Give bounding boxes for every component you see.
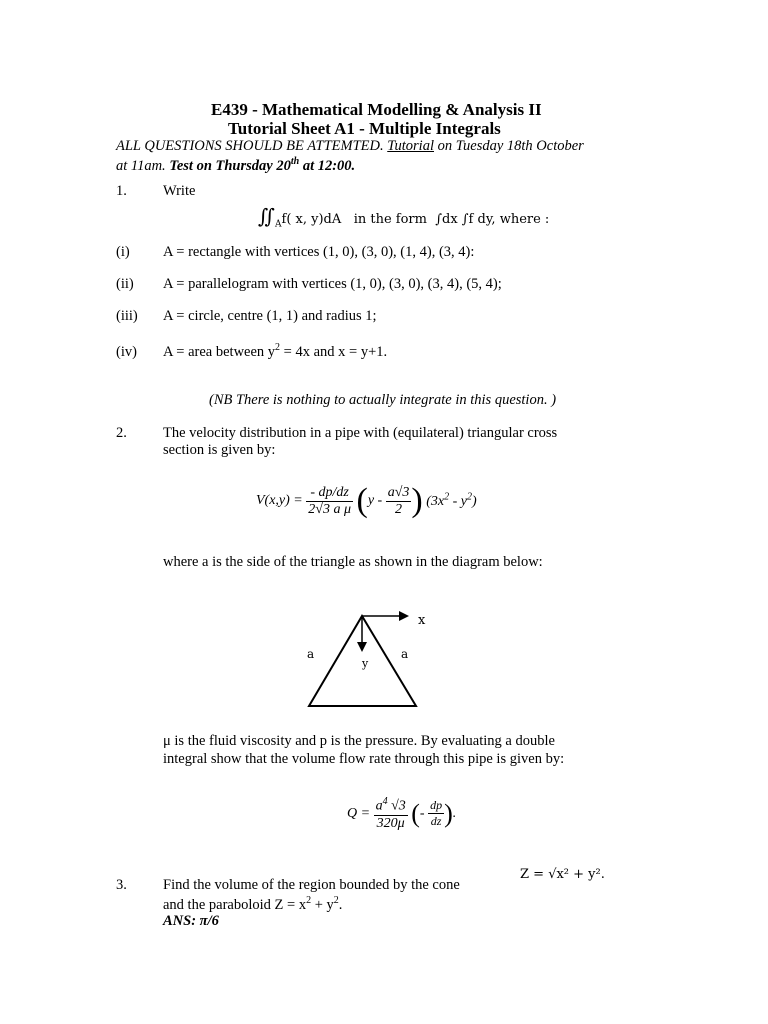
q3-answer: ANS: π/6 — [163, 913, 219, 929]
label-side-left: a — [307, 647, 315, 661]
q2-number: 2. — [116, 425, 127, 441]
velocity-equation: V(x,y) = $\frac{- dp/dz}{\text{2√3 a μ}}$ (y - $\frac{a√3}{2}$ ) $(3x^2 - y^2)$ — [256, 482, 477, 519]
q2-where-text: where a is the side of the triangle as shown in the diagram below: — [163, 554, 543, 570]
y-arrowhead — [357, 642, 367, 652]
bracket-fraction: $\frac{a√3}{2}$ — [387, 484, 410, 517]
label-y: y — [362, 657, 369, 670]
equation-lhs: V(x,y) = — [256, 493, 303, 508]
flow-rate-equation: Q = $\frac{a^4 √3}{320\mu}$ (- $\frac{dp}{dz}$ ). — [347, 796, 457, 831]
tutorial-link-text: Tutorial — [387, 138, 434, 154]
dp-dz-fraction: $\frac{dp}{dz}$ — [430, 798, 443, 829]
q1-note: (NB There is nothing to actually integrate in this question. ) — [209, 392, 557, 408]
q1-part-label: (iii) — [116, 308, 138, 324]
notice-line-1: ALL QUESTIONS SHOULD BE ATTEMTED. Tutorial on Tuesday 18th October — [116, 138, 584, 154]
q3-number: 3. — [116, 877, 127, 893]
q3-line-1: Find the volume of the region bounded by the cone — [163, 877, 460, 893]
course-title: E439 - Mathematical Modelling & Analysis II — [211, 100, 542, 119]
label-x: x — [418, 613, 426, 628]
q1-part-text: A = rectangle with vertices (1, 0), (3, 0), (1, 4), (3, 4): — [163, 244, 475, 260]
label-side-right: a — [401, 647, 409, 661]
cone-expression: Z = √x² + y². — [520, 867, 605, 882]
course-code: E439 — [211, 100, 248, 119]
equation-tail: $(3x^2 - y^2)$ — [426, 491, 477, 510]
double-integral-sign: ∬ — [258, 204, 276, 228]
q-lhs: Q = — [347, 805, 371, 821]
left-paren: ( — [356, 482, 368, 519]
q1-part-label: (i) — [116, 244, 130, 260]
q1-part-text: A = parallelogram with vertices (1, 0), (3, 0), (3, 4), (5, 4); — [163, 276, 502, 292]
q2-description-1: μ is the fluid viscosity and p is the pressure. By evaluating a double — [163, 733, 555, 749]
notice-line-2: at 11am. Test on Thursday 20th at 12:00. — [116, 156, 356, 174]
x-arrowhead — [399, 611, 409, 621]
q1-part-text: A = circle, centre (1, 1) and radius 1; — [163, 308, 377, 324]
triangle-diagram — [295, 598, 445, 710]
right-paren: ) — [411, 482, 423, 519]
q1-number: 1. — [116, 183, 127, 199]
q-fraction: $\frac{a^4 √3}{320\mu}$ — [375, 796, 406, 831]
q2-line-2: section is given by: — [163, 442, 276, 458]
q1-part-label: (ii) — [116, 276, 134, 292]
q2-description-2: integral show that the volume flow rate through this pipe is given by: — [163, 751, 565, 767]
q1-part-text: A = area between $y^2 = 4x$ and x = y+1. — [163, 342, 388, 360]
equation-fraction: $\frac{- dp/dz}{\text{2√3 a μ}}$ — [308, 484, 351, 517]
sheet-title: Tutorial Sheet A1 - Multiple Integrals — [228, 119, 501, 138]
q-right-paren: ) — [444, 798, 453, 828]
q-left-paren: ( — [411, 798, 420, 828]
q1-prompt: Write — [163, 183, 196, 199]
q2-line-1: The velocity distribution in a pipe with (equilateral) triangular cross — [163, 425, 558, 441]
q1-integral-expression: $∬_Af$( x, y)dA in the form ∫dx ∫f dy, where : — [258, 204, 550, 230]
q1-part-label: (iv) — [116, 344, 137, 360]
form-expression: ∫dx ∫f dy, where : — [435, 212, 550, 227]
q3-line-2: and the paraboloid $Z = x^2 + y^2$. — [163, 895, 343, 913]
